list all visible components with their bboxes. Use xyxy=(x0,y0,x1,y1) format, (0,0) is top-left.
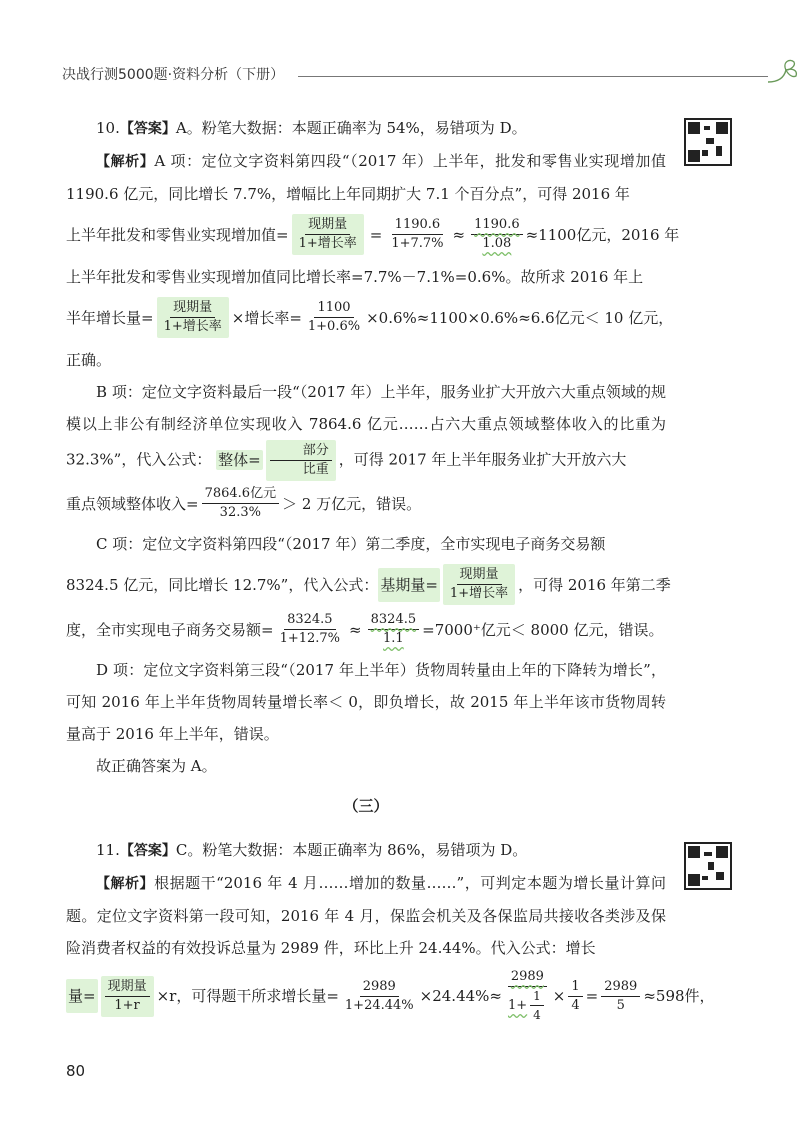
q10-c-formula-2: 度，全市实现电子商务交易额= $\frac{8324.5}{1+12.7\%}$ ≈ $\frac{8324.5}{1.1}$ =7000⁺亿元＜ 8000 亿元，错误。 xyxy=(66,612,664,646)
q10-answer-text: A。粉笔大数据：本题正确率为 54%，易错项为 D。 xyxy=(175,119,527,137)
formula-text: =7000⁺亿元＜ 8000 亿元，错误。 xyxy=(422,620,664,639)
q10-c-formula-1 xyxy=(66,564,671,605)
fraction: $\frac{2989}{5}$ xyxy=(601,978,640,1015)
formula-text: ＞ 2 万亿元，错误。 xyxy=(282,494,422,513)
formula-text: ≈598件， xyxy=(643,987,715,1005)
formula-lhs: 基期量= xyxy=(378,568,440,602)
qr-code-q10 xyxy=(684,118,732,166)
q10-a-formula-1: 上半年批发和零售业实现增加值= $\frac{\text{现期量}}{\text{1+增长率}}$ = $\frac{1190.6}{1+7.7\%}$ ≈ $\frac{1190.6}{1.08}$ ≈1100亿元，2016 年 xyxy=(66,214,666,255)
q10-analysis-b xyxy=(66,376,666,481)
running-header xyxy=(62,60,752,90)
page-number: 80 xyxy=(66,1062,86,1080)
sprout-icon xyxy=(762,52,800,92)
q10-b-formula xyxy=(66,485,666,522)
formula-text: ×增长率= xyxy=(231,308,302,327)
q10-conclusion: 故正确答案为 A。 xyxy=(96,757,217,775)
formula-text: 度，全市实现电子商务交易额= xyxy=(66,620,274,639)
header-title: 决战行测5000题·资料分析（下册） xyxy=(62,67,285,83)
q10-analysis-c: C 项：定位文字资料第四段“（2017 年）第二季度，全市实现电子商务交易额 xyxy=(96,535,606,553)
q10-a-formula-2 xyxy=(66,297,674,338)
formula-text: ×r，可得题干所求增长量= xyxy=(156,987,339,1005)
q11-analysis xyxy=(66,867,666,964)
formula-text: ，可得 2016 年第二季 xyxy=(518,575,671,594)
fraction: $\frac{\text{现期量}}{\text{1+增长率}}$ xyxy=(292,214,364,255)
fraction: $\frac{\text{现期量}}{\text{1+增长率}}$ xyxy=(443,564,515,605)
fraction: $\frac{1190.6}{1.08}$ xyxy=(471,216,523,253)
fraction: $\frac{\text{部分}}{\text{比重}}$ xyxy=(266,440,336,481)
q11-answer-line xyxy=(66,834,666,867)
formula-text: 上半年批发和零售业实现增加值= xyxy=(66,225,289,244)
q10-number: 10. xyxy=(96,119,120,137)
formula-text: ≈1100亿元，2016 年 xyxy=(525,225,680,244)
q11-formula xyxy=(66,968,715,1024)
header-rule xyxy=(298,76,768,77)
q11-answer-text: C。粉笔大数据：本题正确率为 86%，易错项为 D。 xyxy=(175,841,528,859)
fraction: $\frac{\text{7864.6亿元}}{32.3\%}$ xyxy=(202,485,280,522)
fraction: 2989 1+ $\frac{1}{4}$ xyxy=(505,968,550,1024)
formula-text: ×24.44%≈ xyxy=(419,987,502,1005)
page-body xyxy=(66,112,715,1030)
q10-answer-line xyxy=(66,112,666,145)
formula-text: 半年增长量= xyxy=(66,308,154,327)
formula-text: 8324.5 亿元，同比增长 12.7%”，代入公式： xyxy=(66,575,379,594)
fraction: $\frac{8324.5}{1.1}$ xyxy=(368,611,420,648)
analysis-tag: 【解析】 xyxy=(96,154,155,170)
q10-analysis-a xyxy=(66,145,666,210)
fraction: $\frac{1}{4}$ xyxy=(568,978,582,1015)
q11-number: 11. xyxy=(96,841,120,859)
fraction: $\frac{\text{现期量}}{\text{1+增长率}}$ xyxy=(157,297,229,338)
q10-b-text-2: ，可得 2017 年上半年服务业扩大开放六大 xyxy=(338,450,627,469)
answer-tag: 【答案】 xyxy=(119,121,176,137)
fraction: $\frac{2989}{1+24.44\%}$ xyxy=(344,978,414,1013)
q10-a-text-1: A 项：定位文字资料第四段“（2017 年）上半年，批发和零售业实现增加值 1190.6 亿元，同比增长 7.7%，增幅比上年同期扩大 7.1 个百分点”，可得 2016 年 xyxy=(66,152,667,203)
fraction: $\frac{1190.6}{1+7.7\%}$ xyxy=(391,217,444,251)
formula-text: ×0.6%≈1100×0.6%≈6.6亿元＜ 10 亿元， xyxy=(366,308,674,327)
q10-analysis-d: D 项：定位文字资料第三段“（2017 年上半年）货物周转量由上年的下降转为增长”，可知 2016 年上半年货物周转量增长率＜ 0，即负增长，故 2015 年上半年该市货物周转量高于 2016 年上半年，错误。 xyxy=(66,661,666,743)
qr-code-q11 xyxy=(684,842,732,890)
section-heading: （三） xyxy=(343,797,389,815)
q10-a-text-5: 正确。 xyxy=(66,351,112,369)
answer-tag: 【答案】 xyxy=(119,843,176,859)
fraction: $\frac{1100}{1+0.6\%}$ xyxy=(307,300,361,334)
analysis-tag: 【解析】 xyxy=(96,876,155,892)
q10-b-text: B 项：定位文字资料最后一段“（2017 年）上半年，服务业扩大开放六大重点领域的规模以上非公有制经济单位实现收入 7864.6 亿元……占六大重点领域整体收入的比重为 32.3%”，代入公式： xyxy=(66,383,666,469)
formula-lhs: 整体= xyxy=(218,450,261,469)
fraction: $\frac{\text{现期量}}{1+r}$ xyxy=(101,976,154,1017)
q11-analysis-text: 根据题干“2016 年 4 月……增加的数量……”，可判定本题为增长量计算问题。定位文字资料第一段可知，2016 年 4 月，保监会机关及各保监局共接收各类涉及保险消费者权益的有效投诉总量为 2989 件，环比上升 24.44%。代入公式：增长 xyxy=(66,874,666,957)
formula-text: 重点领域整体收入= xyxy=(66,494,199,513)
q10-a-text-3: 上半年批发和零售业实现增加值同比增长率=7.7%－7.1%=0.6%。故所求 2016 年上 xyxy=(66,268,644,286)
formula-text: 量= xyxy=(66,979,98,1013)
fraction: $\frac{8324.5}{1+12.7\%}$ xyxy=(279,612,341,646)
formula-text: = xyxy=(585,987,599,1005)
formula-text: × xyxy=(552,987,566,1005)
